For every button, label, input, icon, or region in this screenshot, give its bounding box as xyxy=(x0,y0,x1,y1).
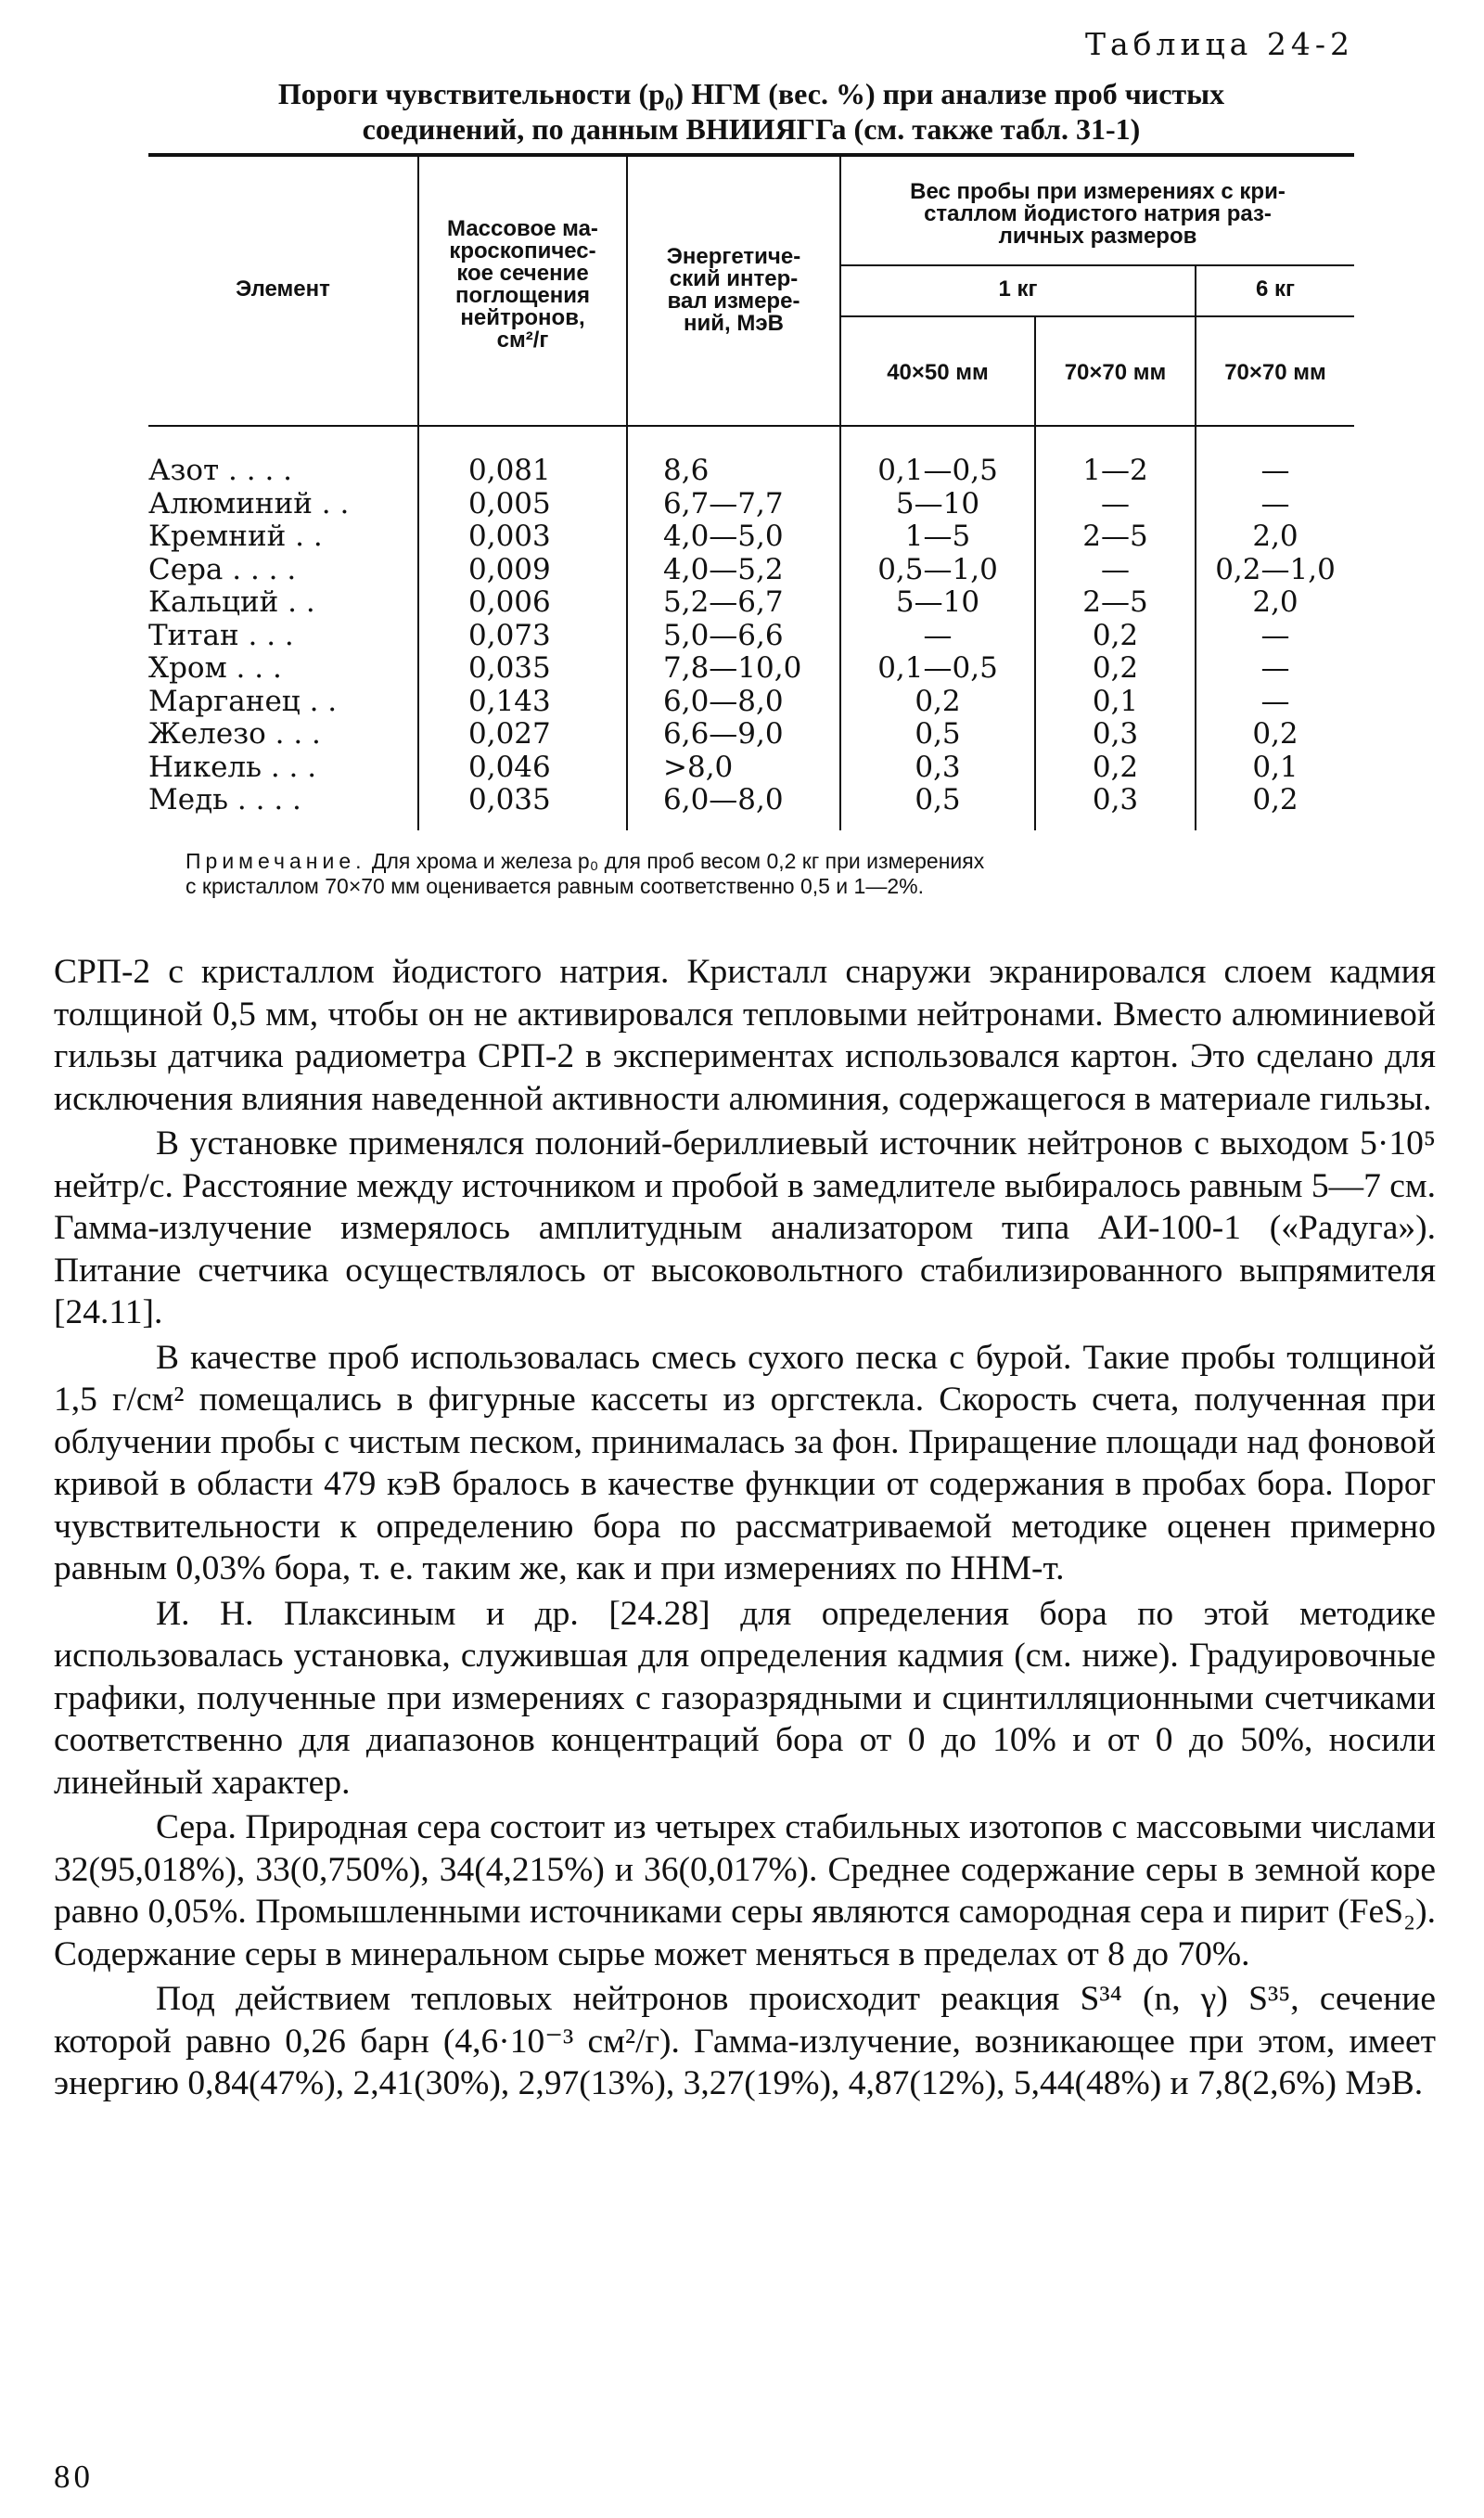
cell-cross-section: 0,009 xyxy=(468,552,551,586)
header-size-40x50: 40×50 мм xyxy=(887,360,989,385)
table-note xyxy=(186,849,1354,899)
note-label: Примечание. xyxy=(186,849,366,873)
cell-cross-section: 0,081 xyxy=(468,454,551,487)
paragraph: Под действием тепловых нейтронов происходит реакция S³⁴ (n, γ) S³⁵, сечение которой равно 0,26 барн (4,6·10⁻³ см²/г). Гамма-излучение, возникающее при этом, имеет энергию 0,84(47%), 2,41(30%), 2,97(13%), 3,27(19%), 4,87(12%), 5,44(48%) и 7,8(2,6%) МэВ. xyxy=(54,1980,1436,2102)
header-energy: Энергетиче- ский интер- вал измере- ний, МэВ xyxy=(666,244,801,336)
cell-weight-70x70-1kg: — xyxy=(1101,552,1130,586)
paragraph: СРП-2 с кристаллом йодистого натрия. Кристалл снаружи экранировался слоем кадмия толщиной 0,5 мм, чтобы он не активировался тепловыми нейтронами. Вместо алюминиевой гильзы датчика радиометра СРП-2 в экспериментах использовался картон. Это сделано для исключения влияния наведенной активности алюминия, содержащегося в материале гильзы. xyxy=(54,953,1436,1118)
cell-element: Сера . . . . xyxy=(148,552,297,586)
cell-weight-40x50: 0,5—1,0 xyxy=(877,552,998,586)
cell-weight-70x70-6kg: — xyxy=(1260,454,1290,487)
cell-element: Марганец . . xyxy=(148,684,338,718)
cell-element: Медь . . . . xyxy=(148,783,301,816)
paragraph: Сера. Природная сера состоит из четырех стабильных изотопов с массовыми числами 32(95,018%), 33(0,750%), 34(4,215%) и 36(0,017%). Среднее содержание серы в земной коре равно 0,05%. Промышленными источниками серы являются самородная сера и пирит (FeS₂). Содержание серы в минеральном сырье может меняться в пределах от 8 до 70%. xyxy=(54,1808,1436,1973)
sensitivity-table xyxy=(148,153,1354,840)
header-weight-group: Вес пробы при измерениях с кри- сталлом йодистого натрия раз- личных размеров xyxy=(910,179,1286,249)
cell-weight-70x70-6kg: 0,2 xyxy=(1252,783,1298,816)
cell-weight-40x50: 0,2 xyxy=(915,684,961,718)
cell-weight-40x50: 0,1—0,5 xyxy=(877,651,998,685)
cell-weight-70x70-6kg: — xyxy=(1260,618,1290,652)
cell-weight-70x70-1kg: 0,2 xyxy=(1092,651,1139,685)
cell-energy: 5,0—6,6 xyxy=(663,618,784,652)
cell-weight-40x50: 0,5 xyxy=(915,717,961,751)
cell-cross-section: 0,143 xyxy=(468,684,551,718)
caption-line-2: соединений, по данным ВНИИЯГГа (см. также табл. 31-1) xyxy=(362,112,1141,146)
column-weight-70x70-6kg xyxy=(1196,455,1354,817)
page-number: 80 xyxy=(54,2459,94,2495)
cell-weight-70x70-6kg: — xyxy=(1260,486,1290,520)
column-weight-40x50 xyxy=(841,455,1034,817)
cell-weight-70x70-6kg: — xyxy=(1260,684,1290,718)
cell-weight-70x70-6kg: 2,0 xyxy=(1252,585,1298,619)
cell-weight-70x70-6kg: 2,0 xyxy=(1252,520,1298,553)
body-text xyxy=(54,951,1436,2108)
table-top-rule xyxy=(148,153,1354,157)
cell-weight-70x70-1kg: 0,2 xyxy=(1092,618,1139,652)
cell-element: Кальций . . xyxy=(148,585,315,619)
cell-energy: 6,6—9,0 xyxy=(663,717,784,751)
cell-weight-70x70-1kg: 0,3 xyxy=(1092,783,1139,816)
cell-weight-40x50: 5—10 xyxy=(895,486,980,520)
cell-cross-section: 0,027 xyxy=(468,717,551,751)
cell-energy: 6,7—7,7 xyxy=(663,486,784,520)
header-size-70x70-6kg: 70×70 мм xyxy=(1224,360,1326,385)
cell-weight-70x70-1kg: 0,1 xyxy=(1092,684,1139,718)
cell-energy: >8,0 xyxy=(663,750,734,784)
cell-weight-70x70-6kg: — xyxy=(1260,651,1290,685)
header-cross-section: Массовое ма- кроскопичес- кое сечение поглощения нейтронов, см²/г xyxy=(447,216,598,353)
header-rule-kg xyxy=(839,315,1354,317)
cell-element: Железо . . . xyxy=(148,717,321,751)
cell-energy: 4,0—5,0 xyxy=(663,520,784,553)
note-line-2: с кристаллом 70×70 мм оценивается равным соответственно 0,5 и 1—2%. xyxy=(186,874,924,898)
cell-cross-section: 0,073 xyxy=(468,618,551,652)
caption-line-1: Пороги чувствительности (p₀) НГМ (вес. %) при анализе проб чистых xyxy=(277,77,1225,110)
cell-cross-section: 0,006 xyxy=(468,585,551,619)
cell-weight-40x50: 1—5 xyxy=(904,520,971,553)
header-element: Элемент xyxy=(236,276,330,302)
paragraph: В установке применялся полоний-бериллиевый источник нейтронов с выходом 5·10⁵ нейтр/с. Расстояние между источником и пробой в замедлителе выбиралось равным 5—7 см. Гамма-излучение измерялось амплитудным анализатором типа АИ-100-1 («Радуга»). Питание счетчика осуществлялось от высоковольтного стабилизированного выпрямителя [24.11]. xyxy=(54,1124,1436,1331)
column-element xyxy=(148,455,413,817)
header-1kg: 1 кг xyxy=(998,276,1038,302)
cell-element: Алюминий . . xyxy=(148,486,350,520)
cell-cross-section: 0,046 xyxy=(468,750,551,784)
header-rule-weight xyxy=(839,264,1354,266)
header-6kg: 6 кг xyxy=(1255,276,1296,302)
cell-element: Титан . . . xyxy=(148,618,294,652)
cell-energy: 5,2—6,7 xyxy=(663,585,784,619)
cell-weight-40x50: — xyxy=(923,618,953,652)
cell-weight-70x70-1kg: 2—5 xyxy=(1082,520,1148,553)
paragraph: И. Н. Плаксиным и др. [24.28] для определения бора по этой методике использовалась установка, служившая для определения кадмия (см. ниже). Градуировочные графики, полученные при измерениях с газоразрядными и сцинтилляционными счетчиками соответственно для диапазонов концентраций бора от 0 до 10% и от 0 до 50%, носили линейный характер. xyxy=(54,1594,1436,1802)
cell-weight-40x50: 0,1—0,5 xyxy=(877,454,998,487)
cell-weight-70x70-1kg: 1—2 xyxy=(1082,454,1148,487)
cell-weight-70x70-6kg: 0,1 xyxy=(1252,750,1298,784)
cell-weight-70x70-1kg: 0,3 xyxy=(1092,717,1139,751)
column-energy xyxy=(663,455,838,817)
cell-weight-70x70-6kg: 0,2 xyxy=(1252,717,1298,751)
cell-weight-70x70-1kg: 0,2 xyxy=(1092,750,1139,784)
cell-weight-70x70-6kg: 0,2—1,0 xyxy=(1215,552,1336,586)
cell-element: Никель . . . xyxy=(148,750,317,784)
cell-weight-40x50: 5—10 xyxy=(895,585,980,619)
cell-element: Кремний . . xyxy=(148,520,323,553)
header-bottom-rule xyxy=(148,425,1354,427)
paragraph: В качестве проб использовалась смесь сухого песка с бурой. Такие пробы толщиной 1,5 г/см² помещались в фигурные кассеты из оргстекла. Скорость счета, полученная при облучении пробы с чистым песком, принималась за фон. Приращение площади над фоновой кривой в области 479 кэВ бралось в качестве функции от содержания в пробах бора. Порог чувствительности к определению бора по рассматриваемой методике оценен примерно равным 0,03% бора, т. е. таким же, как и при измерениях по ННМ-т. xyxy=(54,1338,1436,1587)
cell-energy: 6,0—8,0 xyxy=(663,783,784,816)
cell-energy: 6,0—8,0 xyxy=(663,684,784,718)
table-caption xyxy=(148,76,1354,147)
cell-element: Азот . . . . xyxy=(148,454,293,487)
cell-weight-40x50: 0,3 xyxy=(915,750,961,784)
cell-weight-70x70-1kg: 2—5 xyxy=(1082,585,1148,619)
cell-element: Хром . . . xyxy=(148,651,282,685)
column-weight-70x70-1kg xyxy=(1036,455,1195,817)
header-size-70x70-1kg: 70×70 мм xyxy=(1064,360,1167,385)
cell-energy: 4,0—5,2 xyxy=(663,552,784,586)
cell-energy: 7,8—10,0 xyxy=(663,651,802,685)
cell-weight-70x70-1kg: — xyxy=(1101,486,1130,520)
cell-cross-section: 0,003 xyxy=(468,520,551,553)
cell-cross-section: 0,035 xyxy=(468,783,551,816)
column-cross-section xyxy=(468,455,621,817)
cell-energy: 8,6 xyxy=(663,454,710,487)
cell-cross-section: 0,035 xyxy=(468,651,551,685)
note-line-1: Для хрома и железа p₀ для проб весом 0,2 кг при измерениях xyxy=(371,849,985,873)
cell-cross-section: 0,005 xyxy=(468,486,551,520)
table-number: Таблица 24-2 xyxy=(1084,26,1354,62)
cell-weight-40x50: 0,5 xyxy=(915,783,961,816)
